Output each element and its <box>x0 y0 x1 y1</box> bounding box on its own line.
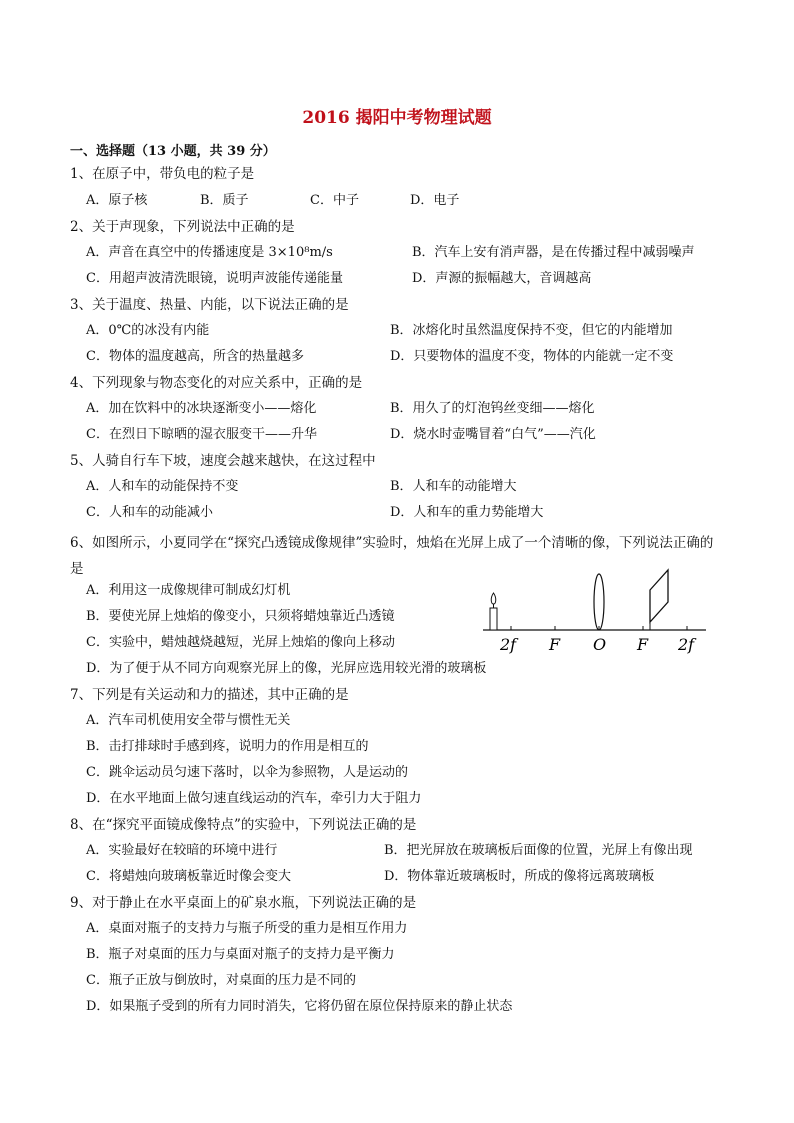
label-f-right: F <box>637 635 649 654</box>
question-4-stem: 4、下列现象与物态变化的对应关系中，正确的是 <box>70 375 363 391</box>
q3-option-d: D．只要物体的温度不变，物体的内能就一定不变 <box>390 349 674 364</box>
q7-option-b: B．击打排球时手感到疼，说明力的作用是相互的 <box>86 739 369 754</box>
q7-option-d: D．在水平地面上做匀速直线运动的汽车，牵引力大于阻力 <box>86 791 422 806</box>
q4-option-d: D．烧水时壶嘴冒着“白气”——汽化 <box>390 427 596 442</box>
q2-option-a: A．声音在真空中的传播速度是 3×10⁸m/s <box>86 245 333 260</box>
q9-option-b: B．瓶子对桌面的压力与桌面对瓶子的支持力是平衡力 <box>86 947 395 962</box>
q2-option-d: D．声源的振幅越大，音调越高 <box>412 271 592 286</box>
candle <box>490 608 497 630</box>
q7-option-c: C．跳伞运动员匀速下落时，以伞为参照物，人是运动的 <box>86 765 408 780</box>
label-2f-left: 2f <box>500 635 517 654</box>
q2-option-b: B．汽车上安有消声器，是在传播过程中减弱噪声 <box>412 245 695 260</box>
q5-option-d: D．人和车的重力势能增大 <box>390 505 544 520</box>
q8-option-a: A．实验最好在较暗的环境中进行 <box>86 843 278 858</box>
q8-option-b: B．把光屏放在玻璃板后面像的位置，光屏上有像出现 <box>384 843 693 858</box>
label-2f-right: 2f <box>678 635 695 654</box>
q6-option-b: B．要使光屏上烛焰的像变小，只须将蜡烛靠近凸透镜 <box>86 609 395 624</box>
candle-flame <box>491 593 496 604</box>
q1-option-a: A．原子核 <box>86 193 148 208</box>
light-screen <box>650 570 668 622</box>
q9-option-a: A．桌面对瓶子的支持力与瓶子所受的重力是相互作用力 <box>86 921 408 936</box>
q5-option-c: C．人和车的动能减小 <box>86 505 213 520</box>
convex-lens <box>594 574 604 630</box>
q7-option-a: A．汽车司机使用安全带与惯性无关 <box>86 713 291 728</box>
q3-option-a: A．0℃的冰没有内能 <box>86 323 210 338</box>
q1-option-b: B．质子 <box>200 193 249 208</box>
q5-option-a: A．人和车的动能保持不变 <box>86 479 239 494</box>
q4-option-c: C．在烈日下晾晒的湿衣服变干——升华 <box>86 427 317 442</box>
question-7-stem: 7、下列是有关运动和力的描述，其中正确的是 <box>70 687 349 703</box>
question-6-stem: 6、如图所示，小夏同学在“探究凸透镜成像规律”实验时，烛焰在光屏上成了一个清晰的像，下列说法正确的是 <box>70 535 714 577</box>
q5-option-b: B．人和车的动能增大 <box>390 479 517 494</box>
q4-option-a: A．加在饮料中的冰块逐渐变小——熔化 <box>86 401 317 416</box>
q8-option-c: C．将蜡烛向玻璃板靠近时像会变大 <box>86 869 291 884</box>
q1-option-d: D．电子 <box>410 193 460 208</box>
lens-figure <box>478 560 710 660</box>
q3-option-c: C．物体的温度越高，所含的热量越多 <box>86 349 304 364</box>
q9-option-d: D．如果瓶子受到的所有力同时消失，它将仍留在原位保持原来的静止状态 <box>86 999 513 1014</box>
q8-option-d: D．物体靠近玻璃板时，所成的像将远离玻璃板 <box>384 869 655 884</box>
page-title: 2016 揭阳中考物理试题 <box>302 108 492 128</box>
label-f-left: F <box>549 635 561 654</box>
q6-option-c: C．实验中，蜡烛越烧越短，光屏上烛焰的像向上移动 <box>86 635 395 650</box>
label-o: O <box>593 635 607 654</box>
section-heading: 一、选择题（13 小题，共 39 分） <box>70 144 276 159</box>
question-1-stem: 1、在原子中，带负电的粒子是 <box>70 166 255 182</box>
question-8-stem: 8、在“探究平面镜成像特点”的实验中，下列说法正确的是 <box>70 817 417 833</box>
q4-option-b: B．用久了的灯泡钨丝变细——熔化 <box>390 401 595 416</box>
q9-option-c: C．瓶子正放与倒放时，对桌面的压力是不同的 <box>86 973 356 988</box>
question-3-stem: 3、关于温度、热量、内能，以下说法正确的是 <box>70 297 349 313</box>
q6-option-a: A．利用这一成像规律可制成幻灯机 <box>86 583 291 598</box>
q6-option-d: D．为了便于从不同方向观察光屏上的像，光屏应选用较光滑的玻璃板 <box>86 661 487 676</box>
q1-option-c: C．中子 <box>310 193 359 208</box>
q3-option-b: B．冰熔化时虽然温度保持不变，但它的内能增加 <box>390 323 673 338</box>
question-5-stem: 5、人骑自行车下坡，速度会越来越快，在这过程中 <box>70 453 376 469</box>
question-9-stem: 9、对于静止在水平桌面上的矿泉水瓶，下列说法正确的是 <box>70 895 417 911</box>
question-2-stem: 2、关于声现象，下列说法中正确的是 <box>70 219 295 235</box>
q2-option-c: C．用超声波清洗眼镜，说明声波能传递能量 <box>86 271 343 286</box>
